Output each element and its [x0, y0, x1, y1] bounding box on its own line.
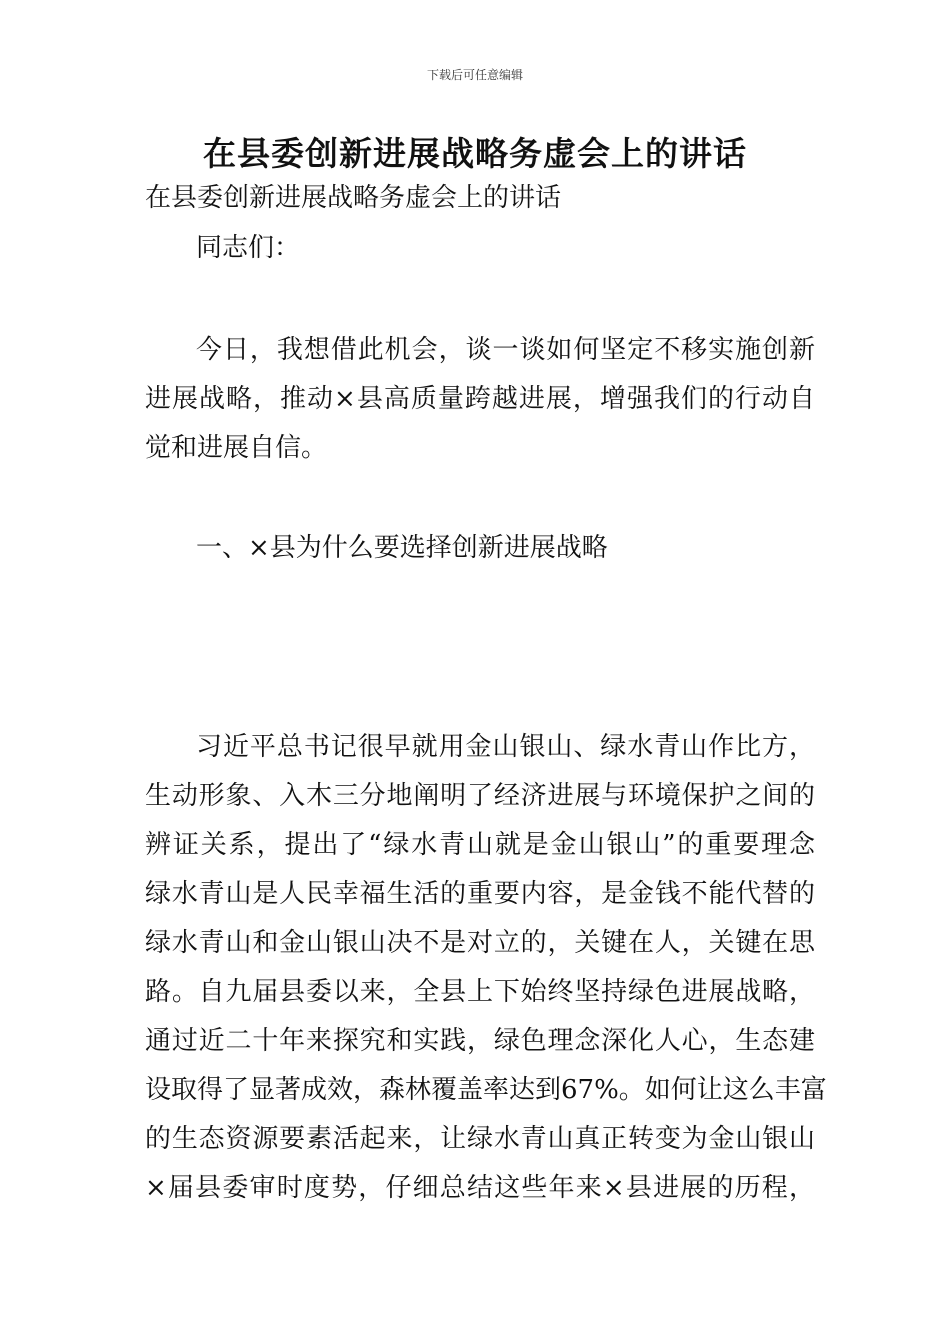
paragraph-line: 辨证关系，提出了“绿水青山就是金山银山”的重要理念	[145, 830, 815, 860]
document-title: 在县委创新进展战略务虚会上的讲话	[203, 134, 747, 173]
paragraph-line: ×届县委审时度势，仔细总结这些年来×县进展的历程，	[145, 1173, 815, 1203]
paragraph-line: 绿水青山和金山银山决不是对立的，关键在人，关键在思	[145, 928, 815, 958]
page-header-note: 下载后可任意编辑	[426, 68, 523, 82]
paragraph-line: 生动形象、入木三分地阐明了经济进展与环境保护之间的	[145, 781, 815, 811]
section-heading: 一、×县为什么要选择创新进展战略	[196, 533, 608, 563]
paragraph-line: 进展战略，推动×县高质量跨越进展，增强我们的行动自	[145, 384, 815, 414]
paragraph-line: 路。自九届县委以来，全县上下始终坚持绿色进展战略，	[145, 977, 815, 1007]
paragraph-line: 绿水青山是人民幸福生活的重要内容，是金钱不能代替的	[145, 879, 815, 909]
paragraph-line: 觉和进展自信。	[145, 433, 328, 463]
paragraph-line: 设取得了显著成效，森林覆盖率达到67%。如何让这么丰富	[145, 1075, 827, 1105]
salutation: 同志们：	[196, 233, 301, 263]
paragraph-line: 习近平总书记很早就用金山银山、绿水青山作比方，	[196, 732, 815, 762]
paragraph-line: 通过近二十年来探究和实践，绿色理念深化人心，生态建	[145, 1026, 815, 1056]
subtitle-line: 在县委创新进展战略务虚会上的讲话	[145, 183, 562, 213]
paragraph-line: 今日，我想借此机会，谈一谈如何坚定不移实施创新	[196, 335, 815, 365]
paragraph-line: 的生态资源要素活起来，让绿水青山真正转变为金山银山	[145, 1124, 815, 1154]
